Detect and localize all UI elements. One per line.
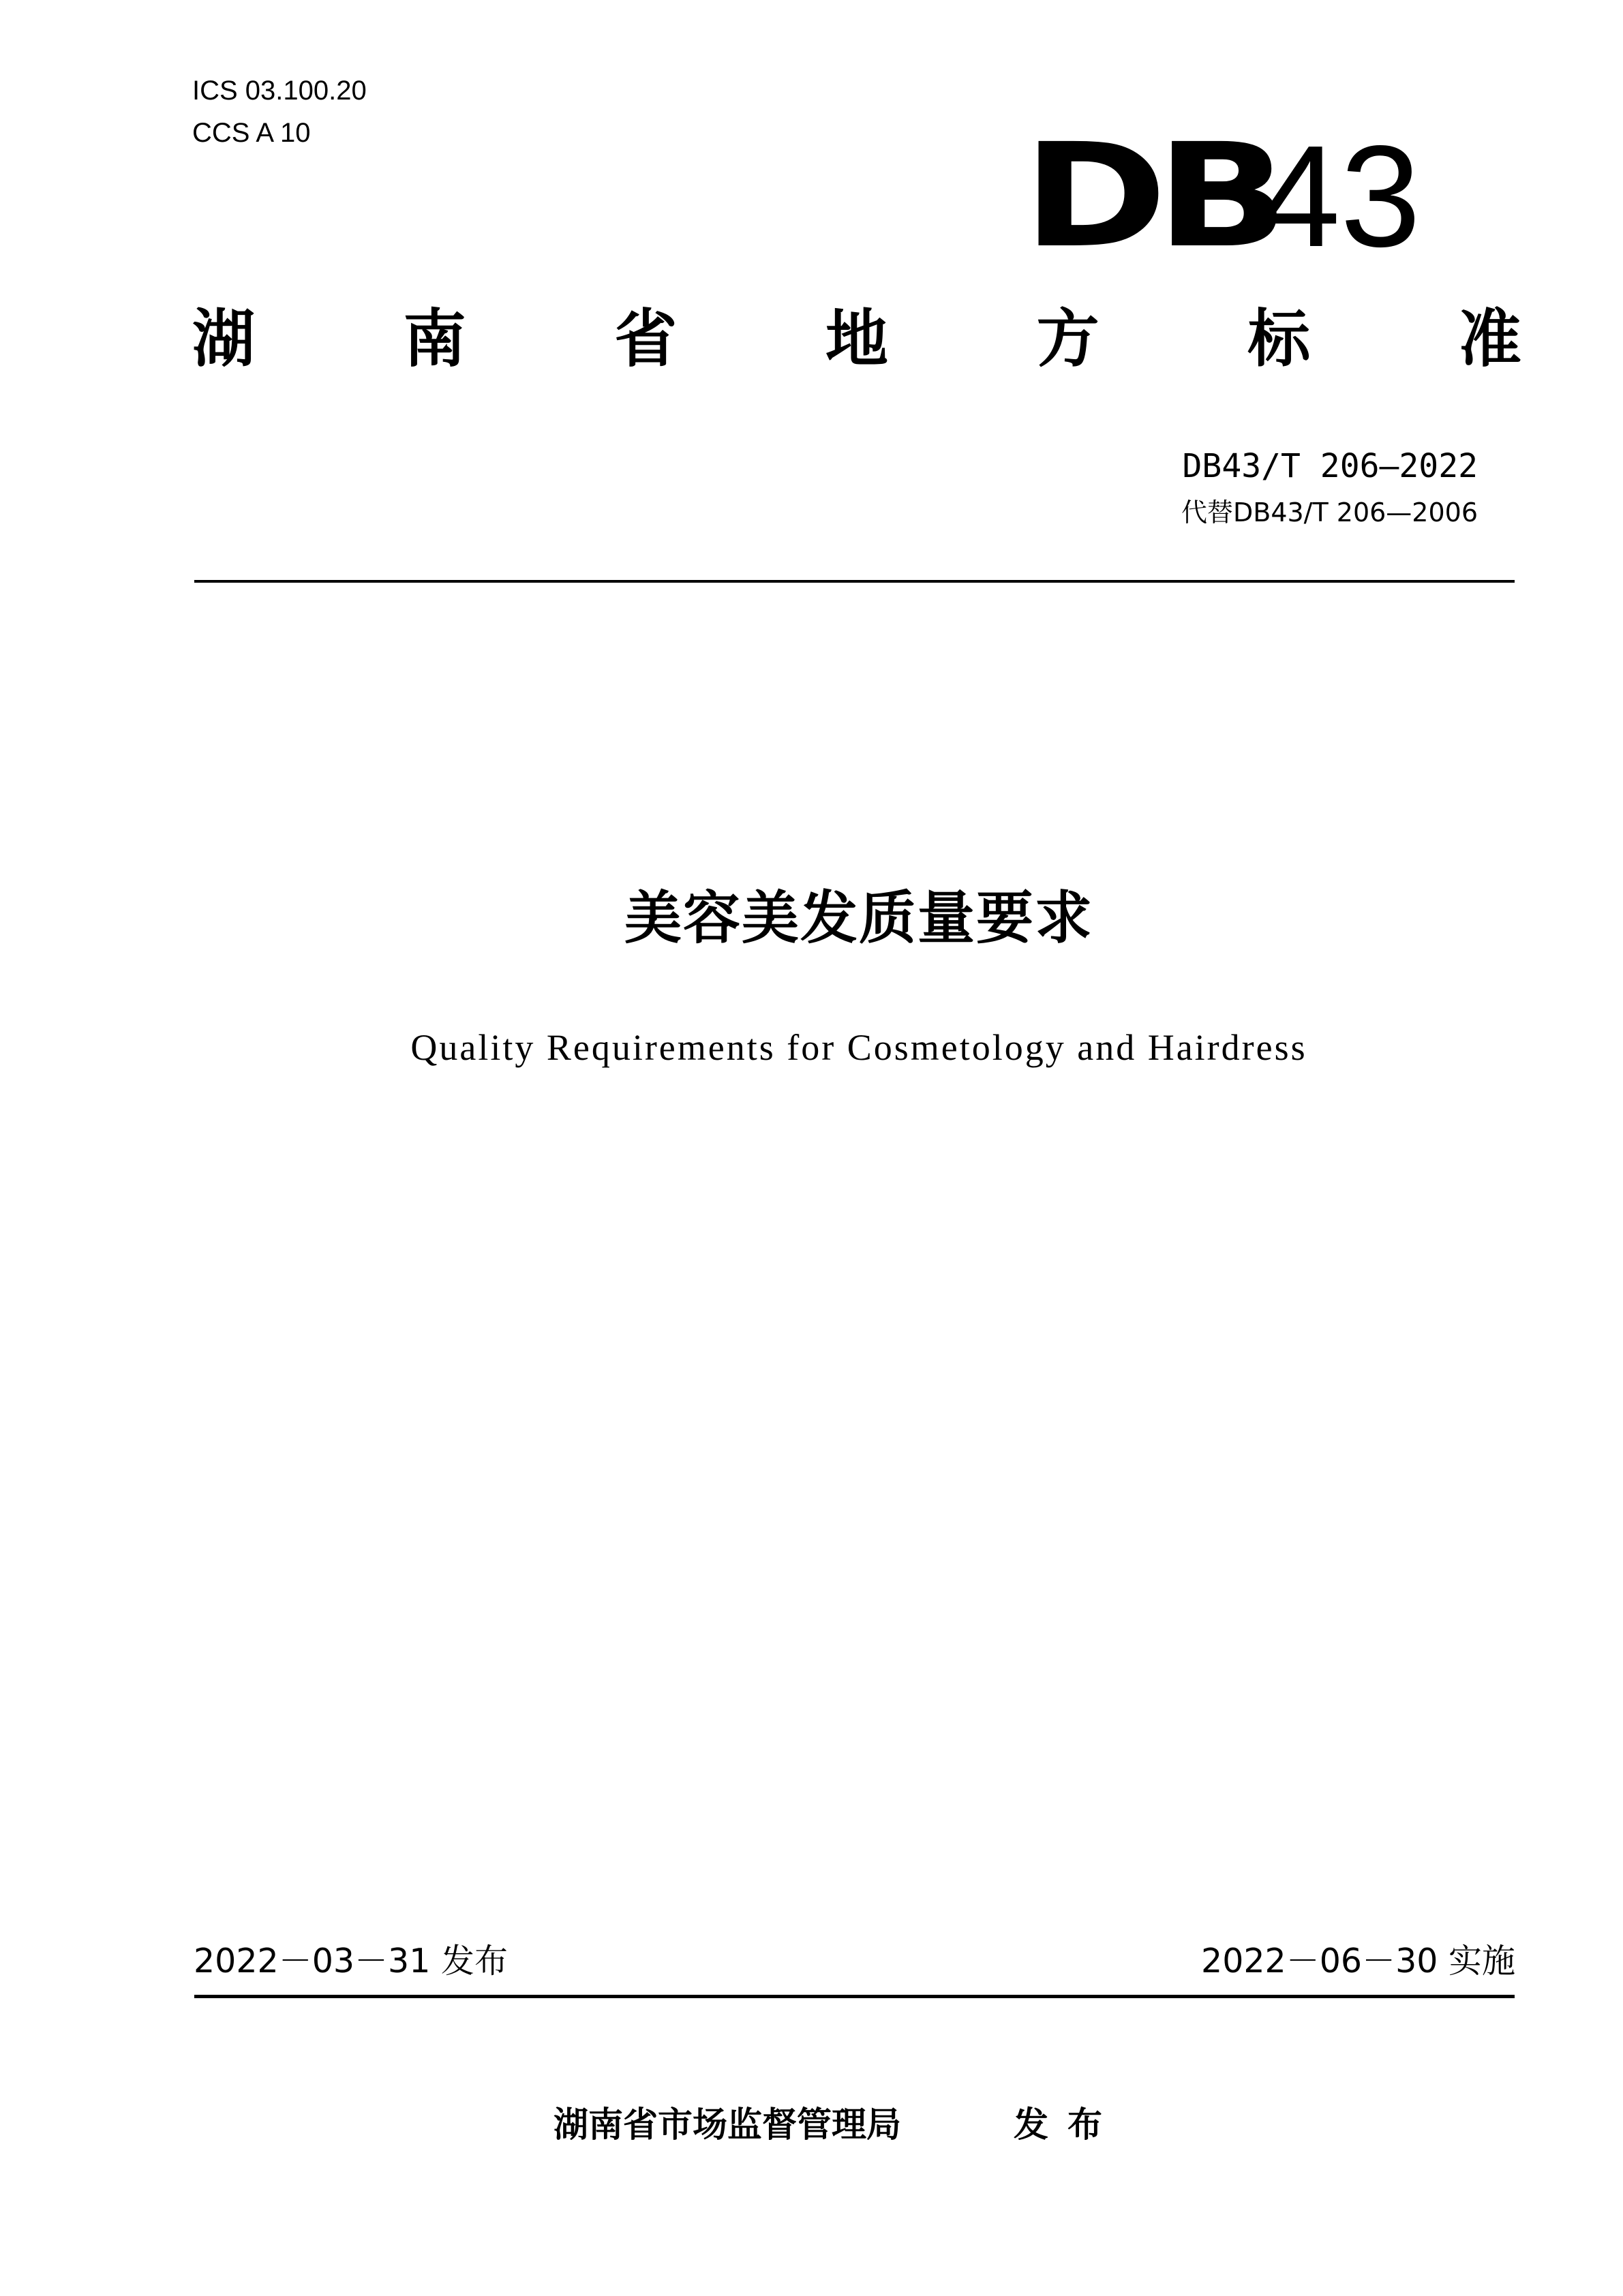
standard-type-char: 省 (614, 303, 678, 376)
logo-letters: DB (1022, 112, 1277, 280)
standard-type-char: 准 (1458, 303, 1521, 376)
ccs-code: CCS A 10 (192, 118, 311, 148)
top-divider (194, 580, 1515, 583)
db43-logo (1022, 112, 1421, 280)
implementation-date: 2022－06－30 实施 (1201, 1942, 1515, 1980)
logo-number: 43 (1260, 114, 1421, 277)
replaces-standard: 代替DB43/T 206—2006 (1181, 498, 1478, 527)
standard-type-char: 标 (1247, 303, 1311, 376)
issue-date: 2022－03－31 发布 (194, 1942, 508, 1980)
standard-type-char: 方 (1036, 303, 1099, 376)
standard-type-char: 地 (825, 303, 888, 376)
publisher-name: 湖南省市场监督管理局 (553, 2105, 902, 2145)
standard-type-char: 南 (403, 303, 466, 376)
ics-code: ICS 03.100.20 (192, 76, 367, 106)
document-title-chinese: 美容美发质量要求 (624, 885, 1093, 951)
bottom-divider (194, 1995, 1515, 1998)
document-title-english: Quality Requirements for Cosmetology and Hairdress (410, 1027, 1307, 1068)
standard-type-char: 湖 (192, 303, 256, 376)
standard-type-heading (192, 303, 1521, 376)
publish-label: 发布 (1014, 2105, 1122, 2145)
standard-code: DB43/T 206—2022 (1182, 447, 1478, 485)
